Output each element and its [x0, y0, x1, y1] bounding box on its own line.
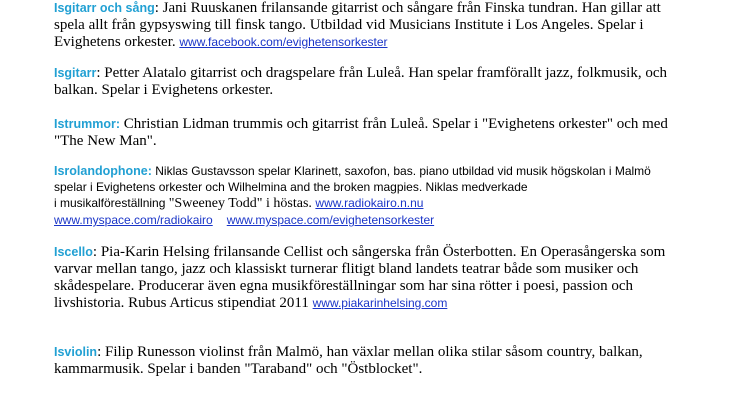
- entry-text: "Sweeney Todd" i höstas.: [168, 196, 316, 211]
- entry-isgitarr: [54, 65, 667, 99]
- entry-line: [54, 116, 668, 133]
- entry-line: skådespelare. Producerar även egna musikföreställningar som har sina rötter i poesi, passion och: [54, 278, 633, 294]
- myspace-evighetensorkester-link[interactable]: www.myspace.com/evighetensorkester: [226, 213, 435, 227]
- role-label: Isviolin: [54, 345, 98, 359]
- entry-line: [54, 244, 665, 261]
- piakarinhelsing-link[interactable]: www.piakarinhelsing.com: [312, 296, 448, 310]
- role-label: Isgitarr och sång: [54, 1, 155, 15]
- myspace-radiokairo-link[interactable]: www.myspace.com/radiokairo: [54, 213, 213, 227]
- entry-line: "The New Man".: [54, 133, 157, 149]
- role-label: Isgitarr: [54, 66, 97, 80]
- role-label: Istrummor:: [54, 117, 120, 131]
- entry-line: spelar i Evighetens orkester och Wilhelmina and the broken magpies. Niklas medverkade: [54, 180, 528, 194]
- radiokairo-link[interactable]: www.radiokairo.n.nu: [315, 196, 424, 210]
- entry-text: Niklas Gustavsson spelar Klarinett, saxofon, bas. piano utbildad vid musik högskolan i Malmö: [151, 164, 651, 178]
- entry-text: livshistoria. Rubus Articus stipendiat 2011: [54, 295, 313, 311]
- entry-text: : Petter Alatalo gitarrist och dragspelare från Luleå. Han spelar framförallt jazz, folkmusik, och: [96, 65, 668, 81]
- entry-line: [54, 34, 661, 51]
- entry-isviolin: [54, 344, 643, 378]
- facebook-link[interactable]: www.facebook.com/evighetensorkester: [179, 35, 388, 49]
- entry-text: Evighetens orkester.: [54, 34, 180, 50]
- entry-text: Christian Lidman trummis och gitarrist från Luleå. Spelar i "Evighetens orkester" och med: [119, 116, 668, 132]
- entry-line: [54, 65, 667, 82]
- entry-text: : Pia-Karin Helsing frilansande Cellist och sångerska från Österbotten. En Operasångerska som: [92, 244, 666, 260]
- entry-text: : Filip Runesson violinst från Malmö, han växlar mellan olika stilar såsom country, balkan,: [97, 344, 643, 360]
- role-label: Iscello: [54, 245, 93, 259]
- entry-line: balkan. Spelar i Evighetens orkester.: [54, 82, 274, 98]
- entry-line: [54, 0, 661, 17]
- entry-iscello: [54, 244, 665, 312]
- entry-text: : Jani Ruuskanen frilansande gitarrist och sångare från Finska tundran. Han gillar att: [154, 0, 661, 16]
- entry-line: kammarmusik. Spelar i banden "Taraband" och "Östblocket".: [54, 361, 423, 377]
- entry-line: [54, 344, 643, 361]
- entry-isrolandophone: [54, 163, 651, 228]
- entry-line: [54, 212, 651, 228]
- entry-line: spela allt från gypsyswing till finsk tango. Utbildad vid Musicians Institute i Los Angeles. Spelar i: [54, 17, 644, 33]
- entry-line: [54, 195, 651, 212]
- entry-istrummor: [54, 116, 668, 150]
- entry-isgitarr-och-sang: [54, 0, 661, 51]
- entry-line: [54, 295, 665, 312]
- role-label: Isrolandophone:: [54, 164, 152, 178]
- entry-text: i musikalföreställning: [54, 196, 169, 210]
- entry-line: varvar mellan tango, jazz och klassiskt turnerar flitigt bland landets teatrar både som musiker och: [54, 261, 639, 277]
- entry-line: [54, 163, 651, 179]
